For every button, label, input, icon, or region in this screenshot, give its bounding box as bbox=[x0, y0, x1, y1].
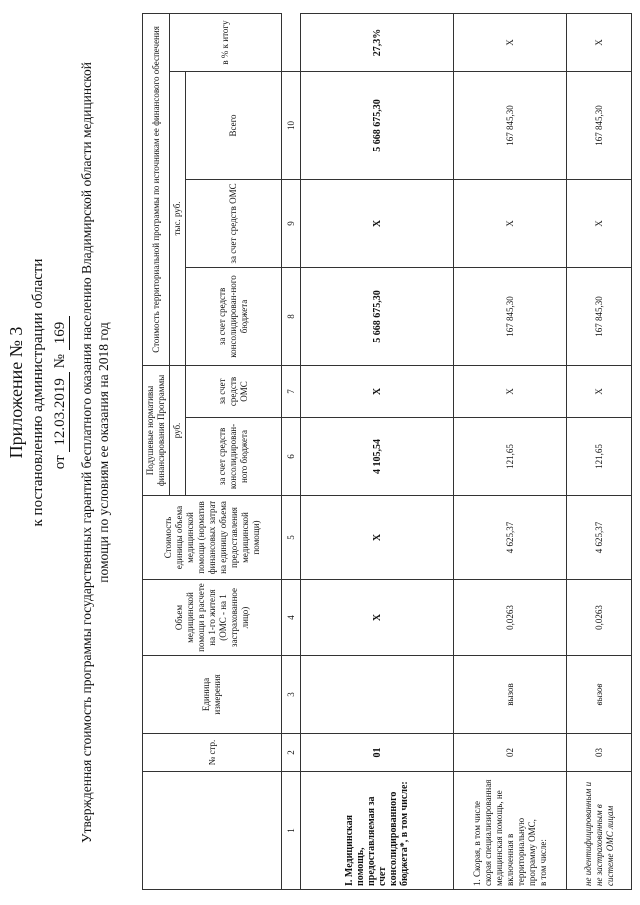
column-number: 8 bbox=[282, 267, 301, 365]
row-no: 03 bbox=[567, 734, 632, 772]
program-cost-table bbox=[142, 13, 632, 890]
row-volume: X bbox=[301, 580, 454, 656]
row-volume: 0,0263 bbox=[454, 580, 567, 656]
column-number: 4 bbox=[282, 580, 301, 656]
row-unit-cost: X bbox=[301, 496, 454, 580]
row-pc-oms: X bbox=[301, 365, 454, 417]
header-row-no: № стр. bbox=[143, 734, 282, 772]
header-unit-cost: Стоимость единицы объема медицинской помощи (норматив финансовых затрат на единицу объема предоставления медицинской помощи) bbox=[143, 496, 282, 580]
number-prefix: № bbox=[52, 354, 68, 369]
header-cost-total: Всего bbox=[186, 71, 282, 179]
header-per-capita-oms: за счет средств ОМС bbox=[186, 365, 282, 417]
header-per-capita-budget: за счет средств консолидирован-ного бюджета bbox=[186, 418, 282, 496]
header-cost-pct: в % к итогу bbox=[170, 13, 282, 71]
column-number: 7 bbox=[282, 365, 301, 417]
header-name-empty bbox=[143, 772, 282, 890]
row-pc-budget: 121,65 bbox=[454, 418, 567, 496]
title-line-2: помощи по условиям ее оказания на 2018 год bbox=[96, 322, 111, 583]
decree-reference: к постановлению администрации области bbox=[30, 258, 46, 527]
row-no: 01 bbox=[301, 734, 454, 772]
column-numbers-row bbox=[282, 13, 301, 889]
row-pc-oms: X bbox=[454, 365, 567, 417]
header-cost-unit: тыс. руб. bbox=[170, 71, 186, 365]
column-number: 6 bbox=[282, 418, 301, 496]
row-unit-cost: 4 625,37 bbox=[454, 496, 567, 580]
row-name: не идентифицированным и не застрахованным в системе ОМС лицам bbox=[567, 772, 632, 890]
appendix-label: Приложение № 3 bbox=[6, 326, 26, 459]
decree-number: 169 bbox=[52, 316, 70, 351]
header-row-1 bbox=[143, 13, 170, 889]
header-cost-oms: за счет средств ОМС bbox=[186, 179, 282, 267]
row-volume: 0,0263 bbox=[567, 580, 632, 656]
row-pc-budget: 4 105,54 bbox=[301, 418, 454, 496]
row-name: 1. Скорая, в том числе скорая специализированная медицинская помощь, не включенная в территориальную программу ОМС, в том числе: bbox=[454, 772, 567, 890]
row-cost-oms: X bbox=[454, 179, 567, 267]
row-cost-pct: X bbox=[567, 13, 632, 71]
row-cost-pct: 27,3% bbox=[301, 13, 454, 71]
date-prefix: от bbox=[52, 455, 68, 470]
row-cost-total: 167 845,30 bbox=[454, 71, 567, 179]
row-unit bbox=[301, 656, 454, 734]
document-title bbox=[78, 0, 112, 905]
header-cost: Стоимость территориальной программы по источникам ее финансового обеспечения bbox=[143, 13, 170, 365]
table-row bbox=[301, 13, 454, 889]
row-cost-oms: X bbox=[301, 179, 454, 267]
header-volume: Объем медицинской помощи в расчете на 1-го жителя (ОМС - на 1 застрахованное лицо) bbox=[143, 580, 282, 656]
column-number: 3 bbox=[282, 656, 301, 734]
row-cost-budget: 167 845,30 bbox=[567, 267, 632, 365]
decree-date-line bbox=[52, 0, 70, 905]
row-unit: вызов bbox=[567, 656, 632, 734]
column-number: 2 bbox=[282, 734, 301, 772]
header-per-capita: Подушевые нормативы финансирования Программы bbox=[143, 365, 170, 495]
column-number: 5 bbox=[282, 496, 301, 580]
row-cost-total: 5 668 675,30 bbox=[301, 71, 454, 179]
row-cost-budget: 167 845,30 bbox=[454, 267, 567, 365]
row-unit: вызов bbox=[454, 656, 567, 734]
row-pc-oms: X bbox=[567, 365, 632, 417]
table-row bbox=[454, 13, 567, 889]
column-number: 1 bbox=[282, 772, 301, 890]
decree-date: 12.03.2019 bbox=[52, 372, 70, 452]
column-number: 9 bbox=[282, 179, 301, 267]
column-number: 10 bbox=[282, 71, 301, 179]
header-unit: Единица измерения bbox=[143, 656, 282, 734]
header-per-capita-unit: руб. bbox=[170, 365, 186, 495]
row-no: 02 bbox=[454, 734, 567, 772]
row-cost-total: 167 845,30 bbox=[567, 71, 632, 179]
row-cost-budget: 5 668 675,30 bbox=[301, 267, 454, 365]
row-cost-oms: X bbox=[567, 179, 632, 267]
title-line-1: Утвержденная стоимость программы государственных гарантий бесплатного оказания населению Владимирской области медицинской bbox=[79, 62, 94, 843]
row-unit-cost: 4 625,37 bbox=[567, 496, 632, 580]
row-name: I. Медицинская помощь, предоставляемая за счет консолидированного бюджета*, в том числе: bbox=[301, 772, 454, 890]
row-pc-budget: 121,65 bbox=[567, 418, 632, 496]
row-cost-pct: X bbox=[454, 13, 567, 71]
header-cost-budget: за счет средств консолидирован-ного бюджета bbox=[186, 267, 282, 365]
table-row bbox=[567, 13, 632, 889]
